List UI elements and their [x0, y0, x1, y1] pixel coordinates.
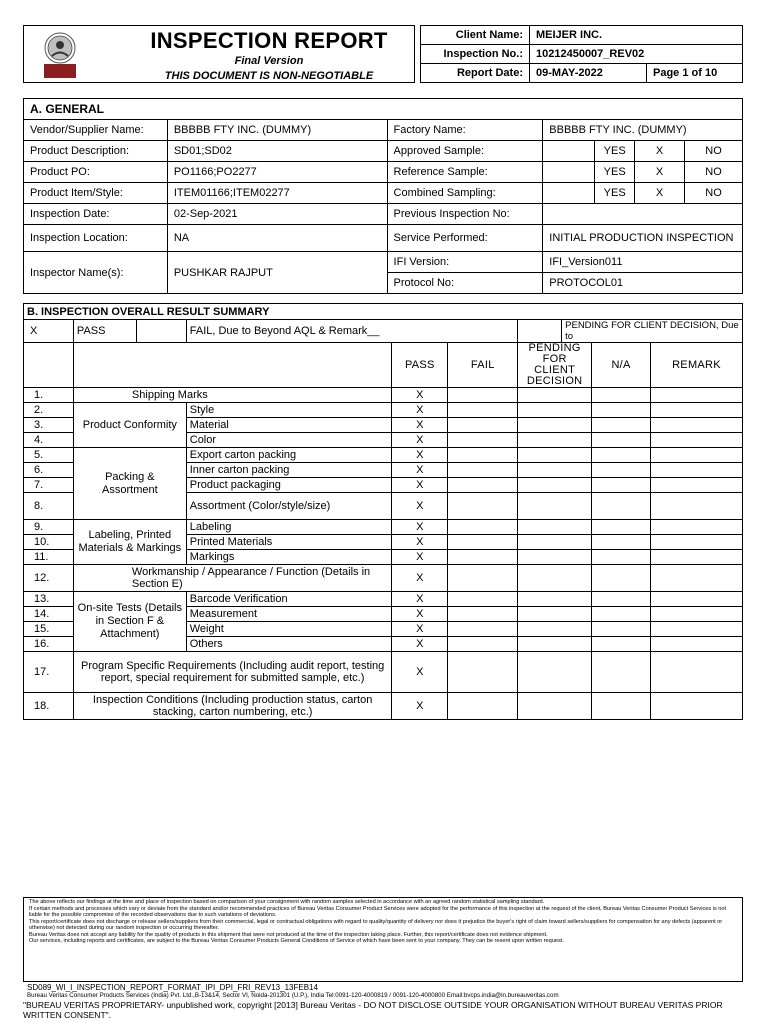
na-cell	[592, 652, 651, 693]
group-label: On-site Tests (Details in Section F & Attachment)	[73, 592, 186, 652]
row-number: 4.	[24, 433, 74, 448]
pass-mark: X	[392, 693, 448, 720]
service-performed-value: INITIAL PRODUCTION INSPECTION	[543, 225, 743, 252]
fail-cell	[448, 550, 518, 565]
client-label: Client Name:	[421, 26, 530, 45]
pending-cell	[518, 637, 592, 652]
check-item: Product packaging	[186, 478, 392, 493]
fail-cell	[448, 693, 518, 720]
summary-heading: B. INSPECTION OVERALL RESULT SUMMARY	[24, 304, 743, 320]
remark-cell	[651, 433, 743, 448]
check-item: Material	[186, 418, 392, 433]
check-item: Workmanship / Appearance / Function (Details in Section E)	[73, 565, 391, 592]
vendor-value: BBBBB FTY INC. (DUMMY)	[167, 120, 387, 141]
summary-row	[24, 520, 743, 535]
pass-mark: X	[392, 463, 448, 478]
na-cell	[592, 565, 651, 592]
na-cell	[592, 550, 651, 565]
pending-cell	[518, 388, 592, 403]
remark-cell	[651, 592, 743, 607]
disclaimer-line: Bureau Veritas does not accept any liability for the quality of products in this shipment that were not produced at the time of the inspection taking place. Further, this report/certificate does not evidence shipment.	[29, 931, 548, 938]
check-item: Printed Materials	[186, 535, 392, 550]
previous-inspection-label: Previous Inspection No:	[387, 204, 543, 225]
col-pass: PASS	[392, 343, 448, 388]
pass-mark: X	[392, 388, 448, 403]
row-number: 10.	[24, 535, 74, 550]
report-version: Final Version	[234, 55, 304, 67]
report-title: INSPECTION REPORT	[150, 28, 388, 53]
page-indicator: Page 1 of 10	[647, 64, 743, 83]
overall-pass: PASS	[73, 320, 136, 343]
pending-cell	[518, 448, 592, 463]
reference-sample-label: Reference Sample:	[387, 162, 543, 183]
col-remark: REMARK	[651, 343, 743, 388]
overall-fail: FAIL, Due to Beyond AQL & Remark__	[186, 320, 517, 343]
fail-cell	[448, 433, 518, 448]
row-number: 7.	[24, 478, 74, 493]
pending-cell	[518, 535, 592, 550]
product-description-value: SD01;SD02	[167, 141, 387, 162]
non-negotiable-notice: THIS DOCUMENT IS NON-NEGOTIABLE	[164, 70, 374, 82]
fail-cell	[448, 652, 518, 693]
row-number: 2.	[24, 403, 74, 418]
pending-cell	[518, 478, 592, 493]
remark-cell	[651, 403, 743, 418]
remark-cell	[651, 607, 743, 622]
pending-cell	[518, 693, 592, 720]
pass-mark: X	[392, 592, 448, 607]
reference-mark: X	[635, 162, 685, 183]
row-number: 12.	[24, 565, 74, 592]
row-number: 5.	[24, 448, 74, 463]
product-item-value: ITEM01166;ITEM02277	[167, 183, 387, 204]
approved-yes: YES	[595, 141, 635, 162]
overall-pending: PENDING FOR CLIENT DECISION, Due to	[562, 320, 743, 343]
remark-cell	[651, 478, 743, 493]
pass-mark: X	[392, 520, 448, 535]
row-number: 17.	[24, 652, 74, 693]
pass-mark: X	[392, 478, 448, 493]
check-item: Inner carton packing	[186, 463, 392, 478]
na-cell	[592, 403, 651, 418]
remark-cell	[651, 637, 743, 652]
bureau-veritas-logo	[38, 31, 82, 79]
row-number: 14.	[24, 607, 74, 622]
factory-label: Factory Name:	[387, 120, 543, 141]
pass-mark: X	[392, 607, 448, 622]
combined-mark: X	[635, 183, 685, 204]
client-value: MEIJER INC.	[530, 26, 743, 45]
combined-yes: YES	[595, 183, 635, 204]
row-number: 9.	[24, 520, 74, 535]
na-cell	[592, 622, 651, 637]
na-cell	[592, 637, 651, 652]
check-item: Labeling	[186, 520, 392, 535]
remark-cell	[651, 622, 743, 637]
inspection-location-value: NA	[167, 225, 387, 252]
pending-cell	[518, 520, 592, 535]
pending-cell	[518, 433, 592, 448]
report-date-label: Report Date:	[421, 64, 530, 83]
row-number: 11.	[24, 550, 74, 565]
fail-cell	[448, 403, 518, 418]
inspector-value: PUSHKAR RAJPUT	[167, 252, 387, 294]
na-cell	[592, 448, 651, 463]
summary-row	[24, 693, 743, 720]
summary-row	[24, 565, 743, 592]
pending-cell	[518, 418, 592, 433]
check-item: Program Specific Requirements (Including audit report, testing report, special requirement for submitted sample, etc.)	[73, 652, 391, 693]
fail-cell	[448, 448, 518, 463]
row-number: 1.	[24, 388, 74, 403]
row-number: 15.	[24, 622, 74, 637]
group-label: Labeling, Printed Materials & Markings	[73, 520, 186, 565]
na-cell	[592, 493, 651, 520]
check-item: Style	[186, 403, 392, 418]
overall-result-mark: X	[24, 320, 74, 343]
fail-cell	[448, 463, 518, 478]
na-cell	[592, 478, 651, 493]
remark-cell	[651, 448, 743, 463]
pass-mark: X	[392, 418, 448, 433]
summary-row	[24, 592, 743, 607]
pending-cell	[518, 550, 592, 565]
form-code: SD089_WI_I_INSPECTION_REPORT_FORMAT_IPI_DPI_FRI_REV13_13FEB14	[27, 983, 318, 992]
na-cell	[592, 520, 651, 535]
summary-row	[24, 652, 743, 693]
col-pending: PENDING FOR CLIENT DECISION	[518, 343, 592, 388]
na-cell	[592, 607, 651, 622]
pass-mark: X	[392, 652, 448, 693]
product-item-label: Product Item/Style:	[24, 183, 168, 204]
na-cell	[592, 418, 651, 433]
pending-cell	[518, 652, 592, 693]
pending-cell	[518, 565, 592, 592]
pending-cell	[518, 493, 592, 520]
approved-sample-label: Approved Sample:	[387, 141, 543, 162]
inspection-no-label: Inspection No.:	[421, 45, 530, 64]
factory-value: BBBBB FTY INC. (DUMMY)	[543, 120, 743, 141]
row-number: 6.	[24, 463, 74, 478]
company-address: Bureau Veritas Consumer Products Services (India) Pvt. Ltd.,B-13&14, Sector VI, Noida-201301 (U.P.), India Tel:0091-120-4000819 / 0091-120-4000800 Email:bvcps.india@in.bureauveritas.com	[27, 992, 559, 999]
pass-mark: X	[392, 622, 448, 637]
group-label: Packing & Assortment	[73, 448, 186, 520]
row-number: 13.	[24, 592, 74, 607]
col-fail: FAIL	[448, 343, 518, 388]
fail-cell	[448, 565, 518, 592]
remark-cell	[651, 493, 743, 520]
ifi-version-label: IFI Version:	[387, 252, 543, 273]
remark-cell	[651, 388, 743, 403]
disclaimer-box	[23, 897, 743, 982]
remark-cell	[651, 520, 743, 535]
report-header	[23, 25, 415, 83]
check-item: Weight	[186, 622, 392, 637]
proprietary-notice: "BUREAU VERITAS PROPRIETARY- unpublished work, copyright [2013] Bureau Veritas - DO NOT DISCLOSE OUTSIDE YOUR ORGANISATION WITHOUT BUREAU VERITAS PRIOR WRITTEN CONSENT".	[23, 1000, 723, 1020]
disclaimer-line: This report/certificate does not discharge or release sellers/suppliers from their commercial, legal or contractual obligations with regard to quality/quantity of delivery nor does it prejudice the buyer's right of claim toward sellers/suppliers for compensation for any defects (apparent or otherwise) not detected during our random inspection or occurring thereafter.	[29, 918, 723, 931]
na-cell	[592, 693, 651, 720]
remark-cell	[651, 565, 743, 592]
inspection-date-label: Inspection Date:	[24, 204, 168, 225]
check-item: Markings	[186, 550, 392, 565]
general-section	[23, 98, 743, 294]
pending-cell	[518, 592, 592, 607]
fail-cell	[448, 388, 518, 403]
pending-cell	[518, 403, 592, 418]
reference-yes: YES	[595, 162, 635, 183]
col-na: N/A	[592, 343, 651, 388]
na-cell	[592, 463, 651, 478]
fail-cell	[448, 592, 518, 607]
na-cell	[592, 433, 651, 448]
pending-cell	[518, 463, 592, 478]
disclaimer-line: Our services, including reports and certificates, are subject to the Bureau Veritas Consumer Products General Conditions of Service of which have been sent to your company. They can be resent upon written request.	[29, 938, 564, 944]
fail-cell	[448, 637, 518, 652]
pass-mark: X	[392, 403, 448, 418]
fail-cell	[448, 535, 518, 550]
report-meta-table	[420, 25, 743, 83]
approved-no: NO	[685, 141, 743, 162]
product-po-value: PO1166;PO2277	[167, 162, 387, 183]
reference-no: NO	[685, 162, 743, 183]
row-number: 18.	[24, 693, 74, 720]
row-number: 3.	[24, 418, 74, 433]
product-description-label: Product Description:	[24, 141, 168, 162]
fail-cell	[448, 622, 518, 637]
fail-cell	[448, 520, 518, 535]
summary-row	[24, 388, 743, 403]
protocol-label: Protocol No:	[387, 273, 543, 294]
fail-cell	[448, 418, 518, 433]
na-cell	[592, 592, 651, 607]
check-item: Inspection Conditions (Including production status, carton stacking, carton numbering, etc.)	[73, 693, 391, 720]
na-cell	[592, 535, 651, 550]
na-cell	[592, 388, 651, 403]
general-heading: A. GENERAL	[24, 99, 743, 120]
summary-rows	[24, 388, 743, 720]
combined-no: NO	[685, 183, 743, 204]
inspector-label: Inspector Name(s):	[24, 252, 168, 294]
row-number: 8.	[24, 493, 74, 520]
combined-sampling-label: Combined Sampling:	[387, 183, 543, 204]
pass-mark: X	[392, 550, 448, 565]
inspection-date-value: 02-Sep-2021	[167, 204, 387, 225]
previous-inspection-value	[543, 204, 743, 225]
check-item: Color	[186, 433, 392, 448]
inspection-no-value: 10212450007_REV02	[530, 45, 743, 64]
remark-cell	[651, 463, 743, 478]
pass-mark: X	[392, 535, 448, 550]
check-item: Assortment (Color/style/size)	[186, 493, 392, 520]
pass-mark: X	[392, 493, 448, 520]
inspection-location-label: Inspection Location:	[24, 225, 168, 252]
pass-mark: X	[392, 565, 448, 592]
summary-row	[24, 448, 743, 463]
check-item: Shipping Marks	[73, 388, 391, 403]
protocol-value: PROTOCOL01	[543, 273, 743, 294]
pending-cell	[518, 622, 592, 637]
remark-cell	[651, 535, 743, 550]
approved-mark: X	[635, 141, 685, 162]
check-item: Others	[186, 637, 392, 652]
pass-mark: X	[392, 637, 448, 652]
service-performed-label: Service Performed:	[387, 225, 543, 252]
disclaimer-line: If certain methods and processes which vary or deviate from the standard and/or recommended practices of Bureau Veritas Consumer Product Services were adopted for the performance of this inspection at the request of the client, Bureau Veritas Consumer Product Services is not liable for the possible compromise of the recorded observations due to such variations of deviations.	[29, 905, 727, 918]
result-summary-section	[23, 303, 743, 720]
remark-cell	[651, 418, 743, 433]
check-item: Barcode Verification	[186, 592, 392, 607]
fail-cell	[448, 493, 518, 520]
check-item: Export carton packing	[186, 448, 392, 463]
ifi-version-value: IFI_Version011	[543, 252, 743, 273]
remark-cell	[651, 693, 743, 720]
remark-cell	[651, 652, 743, 693]
pass-mark: X	[392, 433, 448, 448]
fail-cell	[448, 478, 518, 493]
pass-mark: X	[392, 448, 448, 463]
summary-row	[24, 403, 743, 418]
fail-cell	[448, 607, 518, 622]
disclaimer-line: The above reflects our findings at the time and place of inspection based on comparison of your consignment with random samples selected in accordance with an agreed random statistical sampling standard.	[29, 899, 545, 905]
remark-cell	[651, 550, 743, 565]
check-item: Measurement	[186, 607, 392, 622]
row-number: 16.	[24, 637, 74, 652]
pending-cell	[518, 607, 592, 622]
product-po-label: Product PO:	[24, 162, 168, 183]
group-label: Product Conformity	[73, 403, 186, 448]
report-date-value: 09-MAY-2022	[530, 64, 647, 83]
vendor-label: Vendor/Supplier Name:	[24, 120, 168, 141]
